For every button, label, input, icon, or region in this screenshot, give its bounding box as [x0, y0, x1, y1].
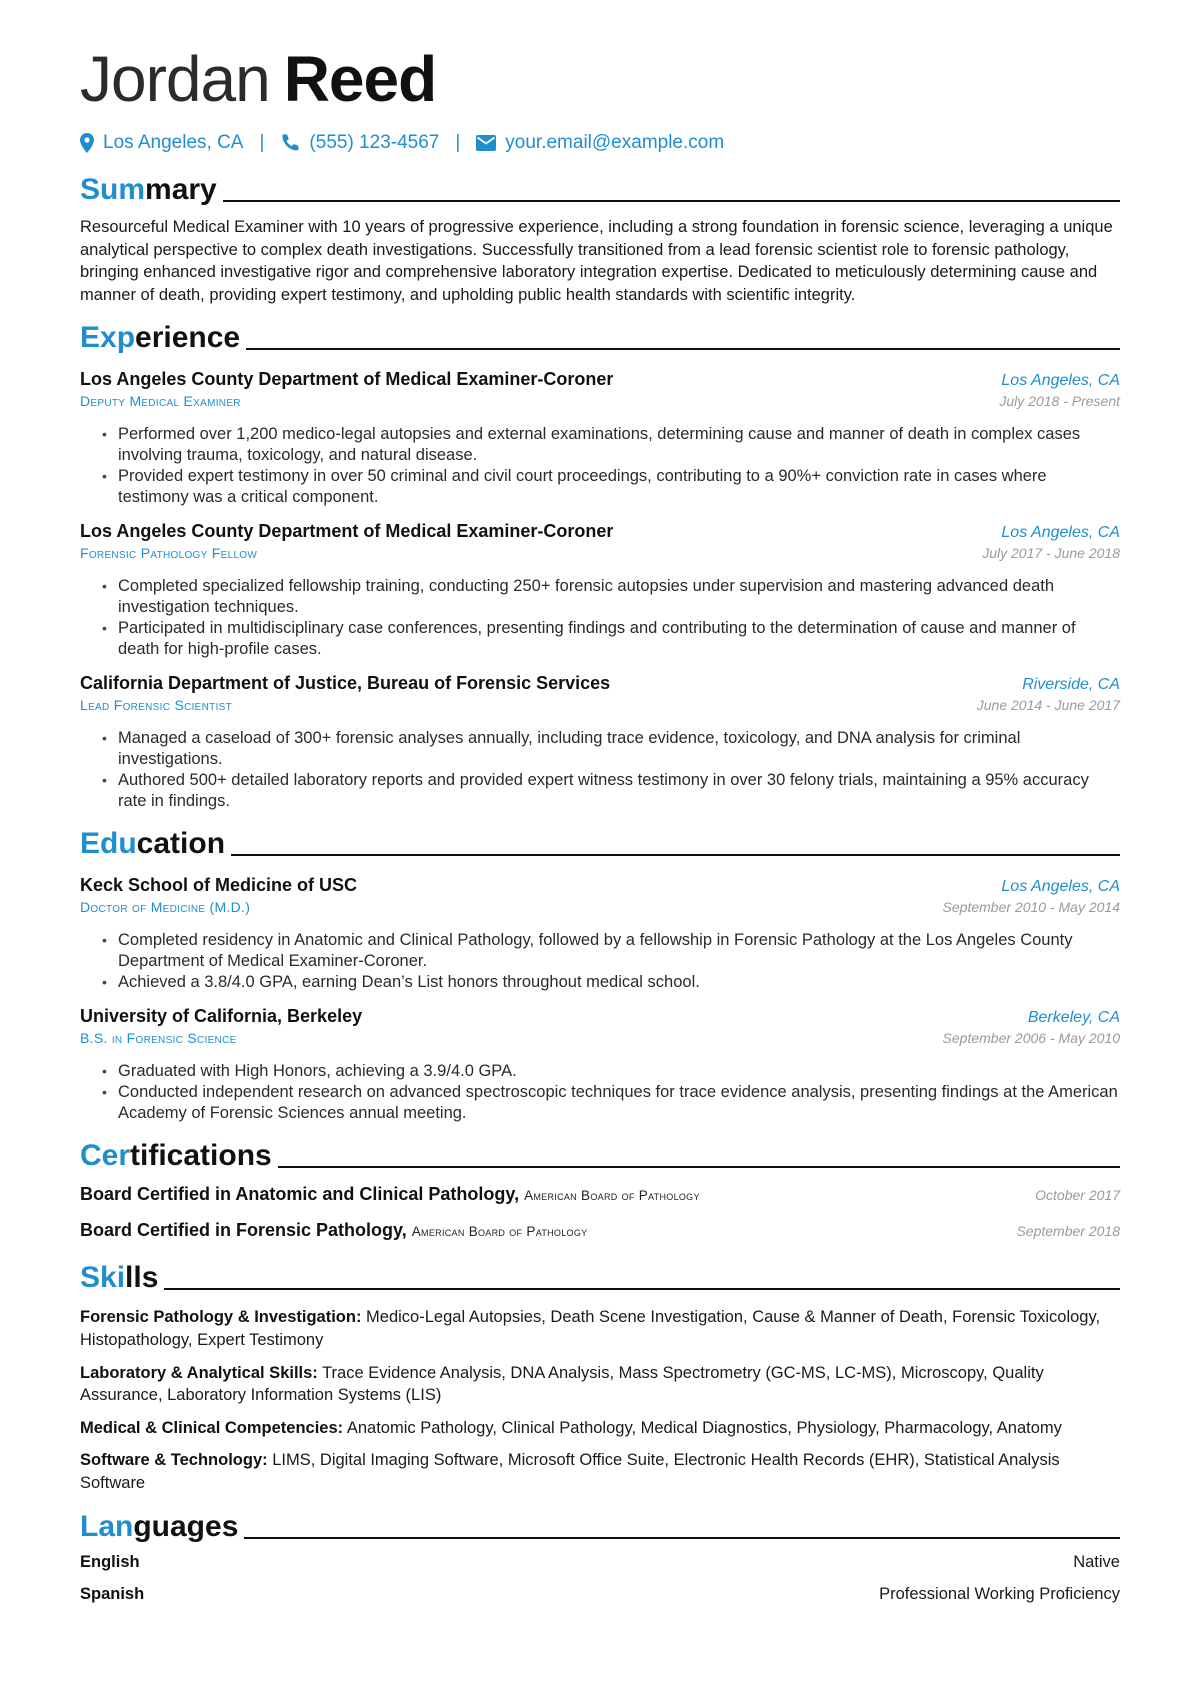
section-rule [223, 200, 1120, 202]
phone-icon [280, 133, 300, 153]
contact-bar [80, 128, 1120, 158]
list-item: • Performed over 1,200 medico-legal autopsies and external examinations, determining cause and manner of death in complex cases involving trauma, toxicology, and natural disease. [102, 424, 1120, 466]
section-rule [231, 854, 1120, 856]
entry-bullets [80, 930, 1120, 993]
entry-bullets [80, 1061, 1120, 1124]
entry-role: Forensic Pathology Fellow [80, 545, 258, 562]
experience-entry [80, 521, 1120, 660]
entry-date: September 2006 - May 2010 [942, 1030, 1120, 1047]
language-row [80, 1585, 1120, 1609]
section-rule [244, 1537, 1120, 1539]
resume-page [80, 40, 1120, 1609]
skill-category: Software & Technology: [80, 1451, 268, 1470]
envelope-icon [476, 135, 496, 151]
entry-bullets [80, 728, 1120, 812]
certification-issuer: American Board of Pathology [411, 1224, 588, 1240]
language-level: Professional Working Proficiency [879, 1584, 1120, 1603]
entry-organization: California Department of Justice, Bureau of Forensic Services [80, 673, 611, 694]
entry-role: B.S. in Forensic Science [80, 1030, 237, 1047]
list-item: • Conducted independent research on advanced spectroscopic techniques for trace evidence analysis, presenting findings at the American Academy of Forensic Sciences annual meeting. [102, 1082, 1120, 1124]
list-item: • Authored 500+ detailed laboratory reports and provided expert witness testimony in over 30 felony trials, maintaining a 95% accuracy rate in findings. [102, 770, 1120, 812]
skill-row [80, 1362, 1120, 1407]
section-summary-title: Summary [80, 170, 1120, 208]
entry-organization: Los Angeles County Department of Medical Examiner-Coroner [80, 369, 614, 390]
phone-text: (555) 123-4567 [309, 132, 440, 153]
education-entry [80, 1006, 1120, 1124]
language-row [80, 1553, 1120, 1577]
skill-items: LIMS, Digital Imaging Software, Microsoft Office Suite, Electronic Health Records (EHR), Statistical Analysis Software [80, 1451, 1060, 1492]
contact-separator: | [259, 132, 265, 153]
skill-category: Medical & Clinical Competencies: [80, 1418, 344, 1437]
entry-location: Berkeley, CA [1027, 1009, 1120, 1027]
contact-separator: | [455, 132, 461, 153]
experience-entry [80, 673, 1120, 812]
contact-location [80, 132, 243, 154]
summary-text: Resourceful Medical Examiner with 10 years of progressive experience, including a strong foundation in forensic science, leveraging a unique analytical perspective to complex death investigations. Successfully transitioned from a lead forensic scientist role to forensic pathology, bringing enhanced investigative rigor and comprehensive laboratory integration expertise. Dedicated to meticulously determining cause and manner of death, providing expert testimony, and upholding public health standards with scientific integrity. [80, 218, 1113, 304]
entry-bullets [80, 576, 1120, 660]
skill-category: Laboratory & Analytical Skills: [80, 1363, 318, 1382]
certification-name: Board Certified in Forensic Pathology [80, 1220, 402, 1241]
section-rule [164, 1288, 1120, 1290]
education-entry [80, 875, 1120, 993]
location-text: Los Angeles, CA [103, 132, 244, 153]
section-rule [246, 348, 1120, 350]
email-text: your.email@example.com [505, 132, 725, 153]
section-experience-title: Experience [80, 318, 1120, 356]
map-pin-icon [80, 133, 94, 153]
skill-items: Trace Evidence Analysis, DNA Analysis, Mass Spectrometry (GC-MS, LC-MS), Microscopy, Quality Assurance, Laboratory Information Systems (LIS) [80, 1363, 1044, 1405]
entry-location: Los Angeles, CA [1001, 372, 1120, 390]
section-languages-title: Languages [80, 1507, 1120, 1545]
entry-date: July 2017 - June 2018 [982, 545, 1120, 562]
skill-items: Medico-Legal Autopsies, Death Scene Investigation, Cause & Manner of Death, Forensic Toxicology, Histopathology, Expert Testimony [80, 1308, 1101, 1349]
list-item: • Managed a caseload of 300+ forensic analyses annually, including trace evidence, toxicology, and DNA analysis for criminal investigations. [102, 728, 1120, 770]
candidate-name [80, 40, 1120, 118]
skill-row [80, 1417, 1120, 1440]
entry-organization: Los Angeles County Department of Medical Examiner-Coroner [80, 521, 614, 542]
contact-phone[interactable] [280, 132, 439, 154]
language-name: English [80, 1552, 140, 1571]
entry-bullets [80, 424, 1120, 508]
certification-date: September 2018 [1016, 1223, 1120, 1240]
section-education-title: Education [80, 824, 1120, 862]
entry-location: Riverside, CA [1022, 676, 1120, 694]
list-item: • Completed residency in Anatomic and Clinical Pathology, followed by a fellowship in Forensic Pathology at the Los Angeles County Department of Medical Examiner-Coroner. [102, 930, 1120, 972]
entry-organization: Keck School of Medicine of USC [80, 875, 358, 896]
list-item: • Completed specialized fellowship training, conducting 250+ forensic autopsies under supervision and mastering advanced death investigation techniques. [102, 576, 1120, 618]
skill-row [80, 1449, 1120, 1494]
skill-items: Anatomic Pathology, Clinical Pathology, Medical Diagnostics, Physiology, Pharmacology, Anatomy [346, 1418, 1062, 1437]
experience-entry [80, 369, 1120, 508]
section-skills-title: Skills [80, 1258, 1120, 1296]
entry-location: Los Angeles, CA [1001, 878, 1120, 896]
entry-role: Doctor of Medicine (M.D.) [80, 899, 251, 916]
entry-organization: University of California, Berkeley [80, 1006, 363, 1027]
language-name: Spanish [80, 1584, 145, 1603]
entry-date: June 2014 - June 2017 [976, 697, 1120, 714]
certification-item: Board Certified in Anatomic and Clinical Pathology, American Board of Pathology October 2017 [80, 1184, 1120, 1205]
list-item: • Provided expert testimony in over 50 criminal and civil court proceedings, contributing to a 90%+ conviction rate in cases where testimony was a critical component. [102, 466, 1120, 508]
entry-date: July 2018 - Present [999, 393, 1120, 410]
skill-row [80, 1306, 1120, 1351]
contact-email[interactable] [476, 132, 724, 154]
entry-location: Los Angeles, CA [1001, 524, 1120, 542]
certification-issuer: American Board of Pathology [524, 1188, 700, 1204]
list-item: • Achieved a 3.8/4.0 GPA, earning Dean’s List honors throughout medical school. [102, 972, 1120, 993]
first-name: Jordan [80, 43, 270, 115]
certification-name: Board Certified in Anatomic and Clinical Pathology [80, 1184, 515, 1205]
last-name: Reed [283, 43, 437, 115]
entry-role: Deputy Medical Examiner [80, 393, 241, 410]
entry-date: September 2010 - May 2014 [942, 899, 1120, 916]
language-level: Native [1073, 1552, 1120, 1571]
certification-date: October 2017 [1035, 1187, 1120, 1204]
section-certifications-title: Certifications [80, 1136, 1120, 1174]
section-rule [278, 1166, 1120, 1168]
entry-role: Lead Forensic Scientist [80, 697, 233, 714]
list-item: • Graduated with High Honors, achieving a 3.9/4.0 GPA. [102, 1061, 1120, 1082]
list-item: • Participated in multidisciplinary case conferences, presenting findings and contributing to the determination of cause and manner of death for high-profile cases. [102, 618, 1120, 660]
skill-category: Forensic Pathology & Investigation: [80, 1308, 362, 1327]
certification-item: Board Certified in Forensic Pathology, American Board of Pathology September 2018 [80, 1220, 1120, 1241]
